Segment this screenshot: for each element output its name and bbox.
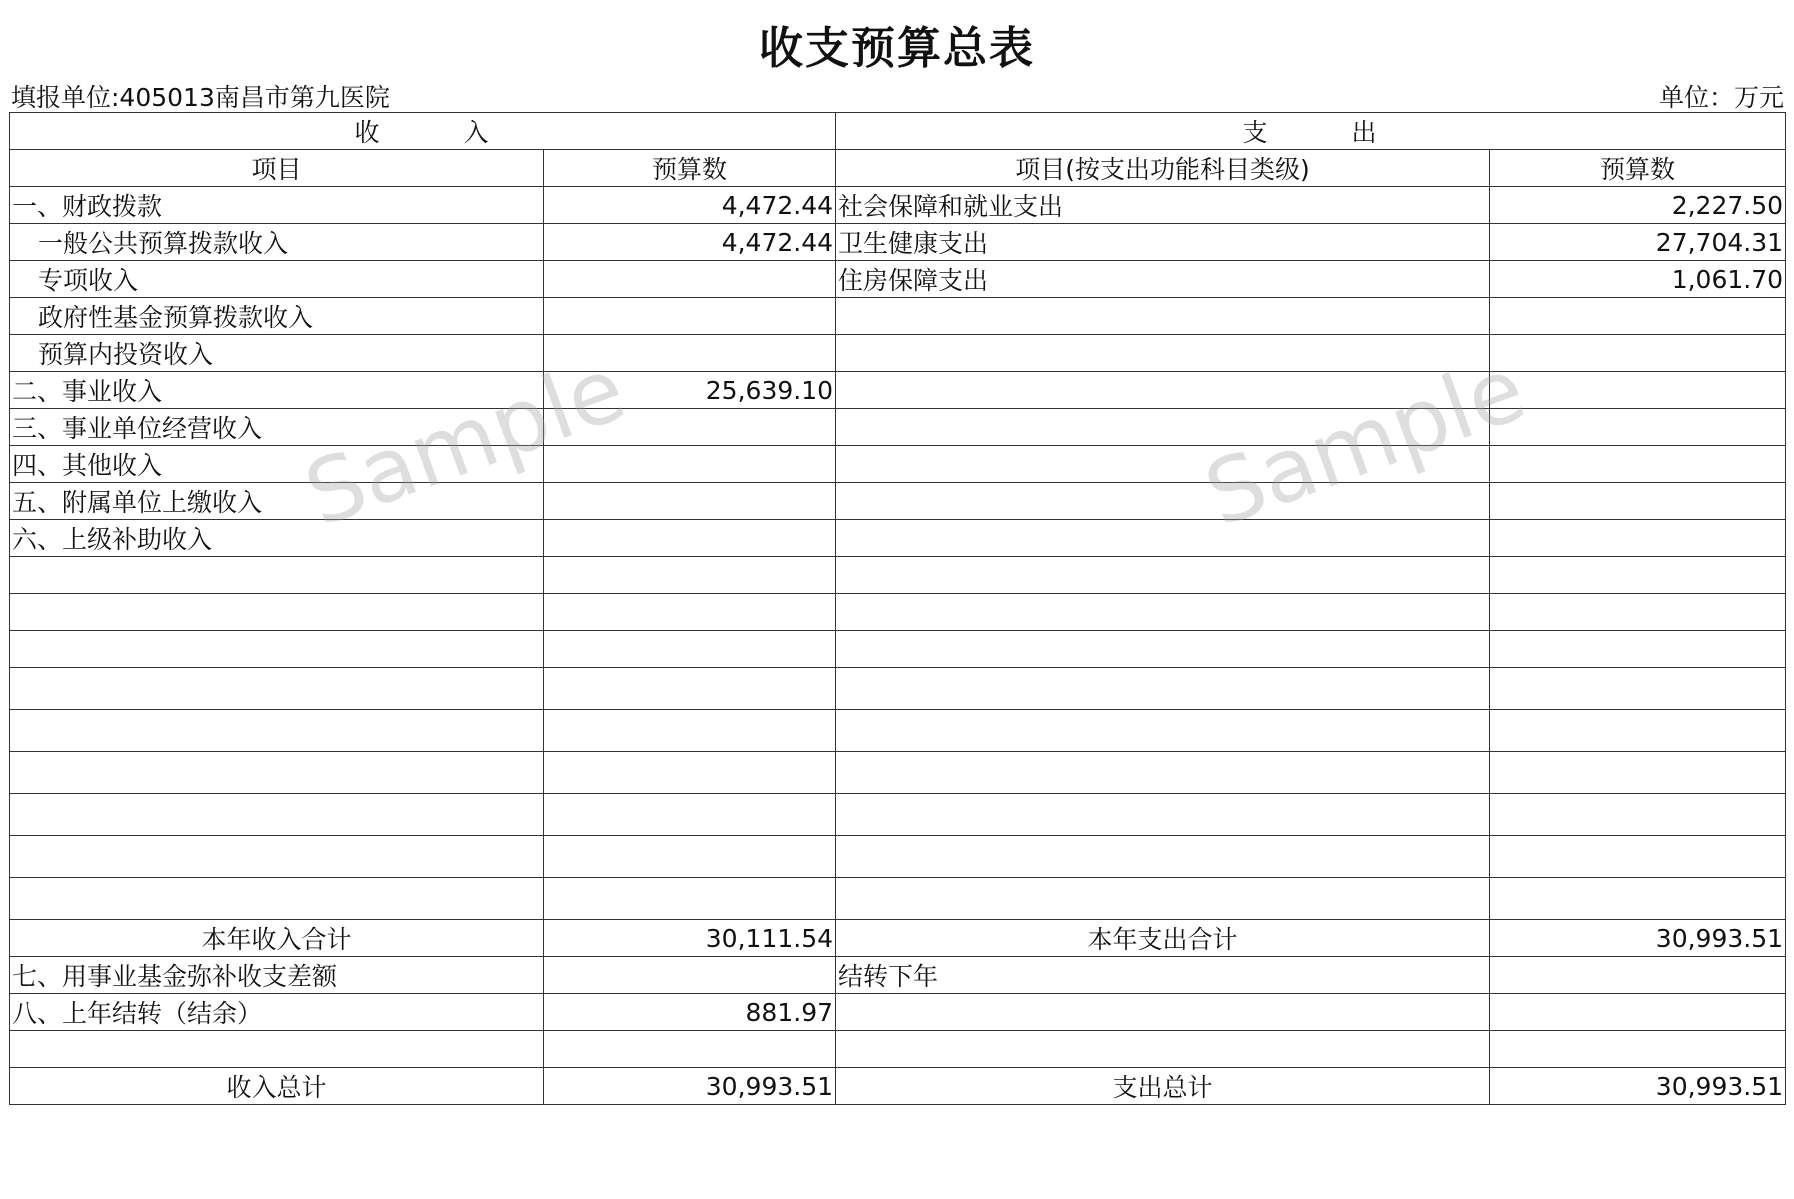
table-row: [10, 372, 1786, 409]
table-row: [10, 483, 1786, 520]
table-row: [10, 298, 1786, 335]
table-row: [10, 994, 1786, 1031]
income-item-cell: 三、事业单位经营收入: [10, 409, 544, 446]
expense-item-cell: [836, 409, 1490, 446]
income-item-cell: 一般公共预算拨款收入: [10, 224, 544, 261]
expense-amount-cell: [1490, 483, 1786, 520]
reporting-unit: 填报单位:405013南昌市第九医院: [11, 83, 390, 112]
income-amount-cell: 4,472.44: [544, 187, 836, 224]
expense-item-cell: [836, 483, 1490, 520]
prior-year-label: 八、上年结转（结余）: [10, 994, 544, 1031]
income-amount-cell: [544, 335, 836, 372]
expense-item-cell: [836, 372, 1490, 409]
year-total-row: [10, 920, 1786, 957]
income-item-cell: 二、事业收入: [10, 372, 544, 409]
empty-row: [10, 557, 1786, 594]
expense-total-label: 支出总计: [836, 1068, 1490, 1105]
budget-summary-table: [9, 112, 1786, 1105]
income-amount-header: 预算数: [544, 150, 836, 187]
expense-amount-cell: [1490, 520, 1786, 557]
carry-forward-label: 结转下年: [836, 957, 1490, 994]
expense-item-header: 项目(按支出功能科目类级): [836, 150, 1490, 187]
expense-item-cell: 卫生健康支出: [836, 224, 1490, 261]
income-amount-cell: 4,472.44: [544, 224, 836, 261]
table-row: [10, 520, 1786, 557]
expense-amount-cell: [1490, 372, 1786, 409]
table-row: [10, 446, 1786, 483]
prior-year-value: 881.97: [544, 994, 836, 1031]
empty-row: [10, 631, 1786, 668]
income-amount-cell: [544, 520, 836, 557]
expense-section-header: 支 出: [836, 113, 1786, 150]
income-total-label: 收入总计: [10, 1068, 544, 1105]
expense-amount-cell: 2,227.50: [1490, 187, 1786, 224]
carry-forward-value: [1490, 957, 1786, 994]
table-row: [10, 261, 1786, 298]
expense-item-cell: [836, 446, 1490, 483]
empty-row: [10, 752, 1786, 794]
table-row: [10, 409, 1786, 446]
empty-row: [10, 594, 1786, 631]
empty-row: [10, 668, 1786, 710]
watermark-left: Sample: [292, 336, 638, 547]
income-section-header: 收 入: [10, 113, 836, 150]
fund-offset-value: [544, 957, 836, 994]
expense-amount-cell: [1490, 335, 1786, 372]
page-title: 收支预算总表: [759, 23, 1035, 74]
expense-item-cell: [836, 298, 1490, 335]
income-item-header: 项目: [10, 150, 544, 187]
empty-row: [10, 794, 1786, 836]
table-row: [10, 335, 1786, 372]
expense-amount-header: 预算数: [1490, 150, 1786, 187]
income-item-cell: 预算内投资收入: [10, 335, 544, 372]
expense-amount-cell: [1490, 446, 1786, 483]
income-item-cell: 四、其他收入: [10, 446, 544, 483]
year-income-label: 本年收入合计: [10, 920, 544, 957]
empty-row: [10, 878, 1786, 920]
section-header-row: [10, 113, 1786, 150]
grand-total-row: [10, 1068, 1786, 1105]
expense-amount-cell: [1490, 409, 1786, 446]
expense-amount-cell: [1490, 298, 1786, 335]
income-item-cell: 一、财政拨款: [10, 187, 544, 224]
income-item-cell: 五、附属单位上缴收入: [10, 483, 544, 520]
income-amount-cell: 25,639.10: [544, 372, 836, 409]
income-amount-cell: [544, 298, 836, 335]
empty-row: [10, 836, 1786, 878]
expense-item-cell: [836, 335, 1490, 372]
expense-item-cell: 社会保障和就业支出: [836, 187, 1490, 224]
income-item-cell: 政府性基金预算拨款收入: [10, 298, 544, 335]
watermark-right: Sample: [1192, 336, 1538, 547]
expense-amount-cell: 1,061.70: [1490, 261, 1786, 298]
table-row: [10, 187, 1786, 224]
income-amount-cell: [544, 409, 836, 446]
expense-item-cell: 住房保障支出: [836, 261, 1490, 298]
expense-amount-cell: 27,704.31: [1490, 224, 1786, 261]
income-item-cell: 六、上级补助收入: [10, 520, 544, 557]
currency-unit: 单位：万元: [1658, 83, 1784, 112]
expense-item-cell: [836, 520, 1490, 557]
expense-total-value: 30,993.51: [1490, 1068, 1786, 1105]
table-row: [10, 957, 1786, 994]
income-total-value: 30,993.51: [544, 1068, 836, 1105]
income-amount-cell: [544, 446, 836, 483]
year-expense-label: 本年支出合计: [836, 920, 1490, 957]
income-item-cell: 专项收入: [10, 261, 544, 298]
year-income-value: 30,111.54: [544, 920, 836, 957]
table-row: [10, 224, 1786, 261]
empty-row: [10, 710, 1786, 752]
empty-row: [10, 1031, 1786, 1068]
income-amount-cell: [544, 261, 836, 298]
column-header-row: [10, 150, 1786, 187]
income-amount-cell: [544, 483, 836, 520]
year-expense-value: 30,993.51: [1490, 920, 1786, 957]
fund-offset-label: 七、用事业基金弥补收支差额: [10, 957, 544, 994]
